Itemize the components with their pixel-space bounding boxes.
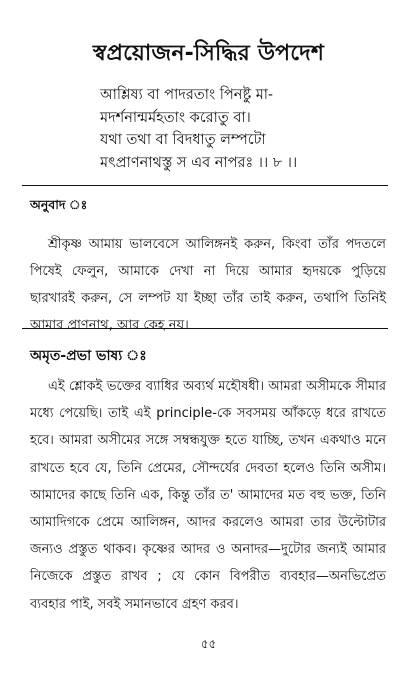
- divider-rule: [22, 185, 388, 186]
- verse-line-1: আশ্লিষ্য বা পাদরতাং পিনষ্টু মা-: [100, 87, 273, 103]
- chapter-title: স্বপ্রয়োজন-সিদ্ধির উপদেশ: [92, 41, 325, 66]
- translation-paragraph: শ্রীকৃষ্ণ আমায় ভালবেসে আলিঙ্গনই করুন, কিংবা তাঁর পদতলে পিষেই ফেলুন, আমাকে দেখা না দিয়ে আমার হৃদয়কে পুড়িয়ে ছারখারই করুন, সে লম্পট যা ইচ্ছা তাঁর তাই করুন, তথাপি তিনিই আমার প্রাণনাথ, আর কেহ নয়।: [30, 237, 386, 333]
- translation-heading: অনুবাদ ঃ: [30, 197, 88, 212]
- verse-line-4: মৎপ্রাণনাথস্তু স এব নাপরঃ ।। ৮ ।।: [100, 154, 298, 171]
- divider-rule: [22, 328, 388, 329]
- commentary-paragraph: এই শ্লোকই ভক্তের ব্যাধির অব্যর্থ মহৌষধী। আমরা অসীমকে সীমার মধ্যে পেয়েছি। তাই এই principle-কে সবসময় আঁকড়ে ধরে রাখতে হবে। আমরা অসীমের সঙ্গে সম্বন্ধযুক্ত হতে যাচ্ছি, তখন একথাও মনে রাখতে হবে যে, তিনি প্রেমের, সৌন্দর্যের দেবতা হলেও তিনি অসীম। আমাদের কাছে তিনি এক, কিন্তু তাঁর ত' আমাদের মত বহু ভক্ত, তিনি আমাদিগকে প্রেমে আলিঙ্গন, আদর করলেও আমরা তার উল্টোটার জন্যও প্রস্তুত থাকব। কৃষ্ণের আদর ও অনাদর—দুটোর জন্যই আমার নিজেকে প্রস্তুত রাখব ; যে কোন বিপরীত ব্যবহার—অনভিপ্রেত ব্যবহার পাই, সবই সমানভাবে গ্রহণ করব।: [30, 379, 386, 612]
- commentary-heading: অমৃত-প্রভা ভাষ্য ঃ: [30, 348, 147, 364]
- sanskrit-verse: [100, 84, 400, 174]
- verse-line-2: মদর্শনান্মর্মহতাং করোতু বা।: [100, 109, 251, 126]
- verse-line-3: যথা তথা বা বিদধাতু লম্পটো: [100, 132, 266, 148]
- page-number: ৫৫: [200, 637, 217, 651]
